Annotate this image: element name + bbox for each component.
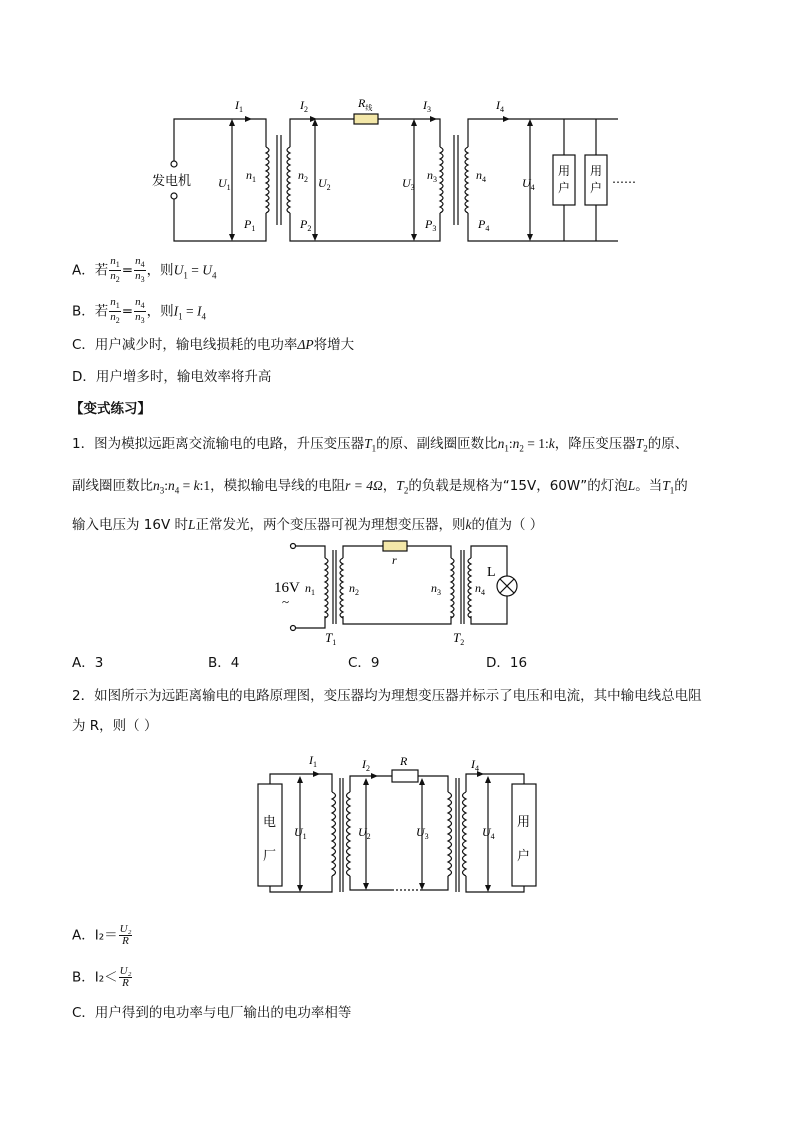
d3-plant-b: 厂 (263, 848, 277, 863)
q1-line2: 副线圈匝数比$n_3:n_4$ = k:1，模拟输电导线的电阻r = 4Ω，$T_2$的负载是规格为“15V，60W”的灯泡L。当$T_1$的 (72, 478, 688, 496)
circuit-diagram-1 (140, 95, 636, 245)
d3-label-I4: $I_4$ (471, 757, 479, 773)
q2-option-b: B．I₂＜ $\frac{\text{U₂}}{R}$ (72, 965, 132, 989)
option-d: D．用户增多时，输电效率将升高 (72, 369, 272, 385)
circuit-diagram-3 (252, 752, 552, 900)
label-R-line: $R_线$ (358, 96, 373, 112)
q1-option-b: B．4 (208, 655, 240, 671)
user-box-1-b: 户 (558, 181, 571, 195)
label-U1: $U_1$ (218, 176, 231, 192)
label-P3: $P_3$ (425, 217, 437, 233)
circuit-diagram-2 (265, 536, 525, 648)
user-box-2-a: 用 (590, 164, 603, 178)
user-box-2-b: 户 (590, 181, 603, 195)
label-16V: 16V (274, 580, 300, 596)
label-U2: $U_2$ (318, 176, 331, 192)
q1-line1: 1．图为模拟远距离交流输电的电路，升压变压器$T_1$的原、副线圈匝数比$n_1:n_2$ = 1:k，降压变压器$T_2$的原、 (72, 436, 689, 454)
label-U4: $U_4$ (522, 176, 535, 192)
d3-label-U1: $U_1$ (294, 825, 307, 841)
d2-label-T1: $T_1$ (325, 630, 337, 647)
label-n3: $n_3$ (427, 168, 437, 184)
option-b: B．若 $\frac{n_1}{n_2}$ = $\frac{n_4}{n_3}$ ，则$I_1 = I_4$ (72, 296, 206, 326)
label-U3: $U_3$ (402, 176, 415, 192)
label-I3: $I_3$ (423, 98, 431, 114)
label-P1: $P_1$ (244, 217, 256, 233)
q2-option-c: C．用户得到的电功率与电厂输出的电功率相等 (72, 1005, 352, 1021)
d3-label-U2: $U_2$ (358, 825, 371, 841)
label-n2: $n_2$ (298, 168, 308, 184)
label-I4: $I_4$ (496, 98, 504, 114)
label-I1: $I_1$ (235, 98, 243, 114)
d2-label-L: L (487, 565, 496, 580)
d2-label-n3: $n_3$ (431, 581, 441, 597)
label-n1: $n_1$ (246, 168, 256, 184)
label-dots: …… (612, 172, 636, 186)
option-a: A．若 $\frac{n_1}{n_2}$ = $\frac{n_4}{n_3}$ ，则$U_1 = U_4$ (72, 255, 217, 285)
user-box-1-a: 用 (558, 164, 571, 178)
q2-line1: 2．如图所示为远距离输电的电路原理图，变压器均为理想变压器并标示了电压和电流，其中输电线总电阻 (72, 688, 702, 704)
d3-plant-a: 电 (263, 814, 277, 829)
label-P2: $P_2$ (300, 217, 312, 233)
label-P4: $P_4$ (478, 217, 490, 233)
d2-label-n2: $n_2$ (349, 581, 359, 597)
label-I2: $I_2$ (300, 98, 308, 114)
option-c: C．用户减少时，输电线损耗的电功率ΔP将增大 (72, 337, 355, 353)
q1-option-d: D．16 (486, 655, 528, 671)
d3-label-I1: $I_1$ (309, 753, 317, 769)
d3-label-R: R (400, 754, 408, 768)
d2-label-n4: $n_4$ (475, 581, 485, 597)
d3-label-U4: $U_4$ (482, 825, 495, 841)
label-generator: 发电机 (152, 174, 192, 189)
d3-user-a: 用 (517, 814, 531, 829)
d3-label-I2: $I_2$ (362, 757, 370, 773)
label-n4: $n_4$ (476, 168, 486, 184)
d2-label-n1: $n_1$ (305, 581, 315, 597)
section-title: 【变式练习】 (70, 401, 151, 417)
q2-line2: 为 R，则（ ） (72, 718, 158, 734)
q2-option-a: A．I₂＝ $\frac{\text{U₂}}{R}$ (72, 923, 132, 947)
q1-line3: 输入电压为 16V 时L正常发光，两个变压器可视为理想变压器，则k的值为（ ） (72, 517, 544, 533)
label-ac-tilde: ~ (282, 594, 290, 609)
q1-option-a: A．3 (72, 655, 104, 671)
d3-user-b: 户 (517, 848, 531, 863)
q1-option-c: C．9 (348, 655, 380, 671)
d3-label-U3: $U_3$ (416, 825, 429, 841)
d2-label-T2: $T_2$ (453, 630, 465, 647)
d2-label-r: r (392, 553, 397, 567)
